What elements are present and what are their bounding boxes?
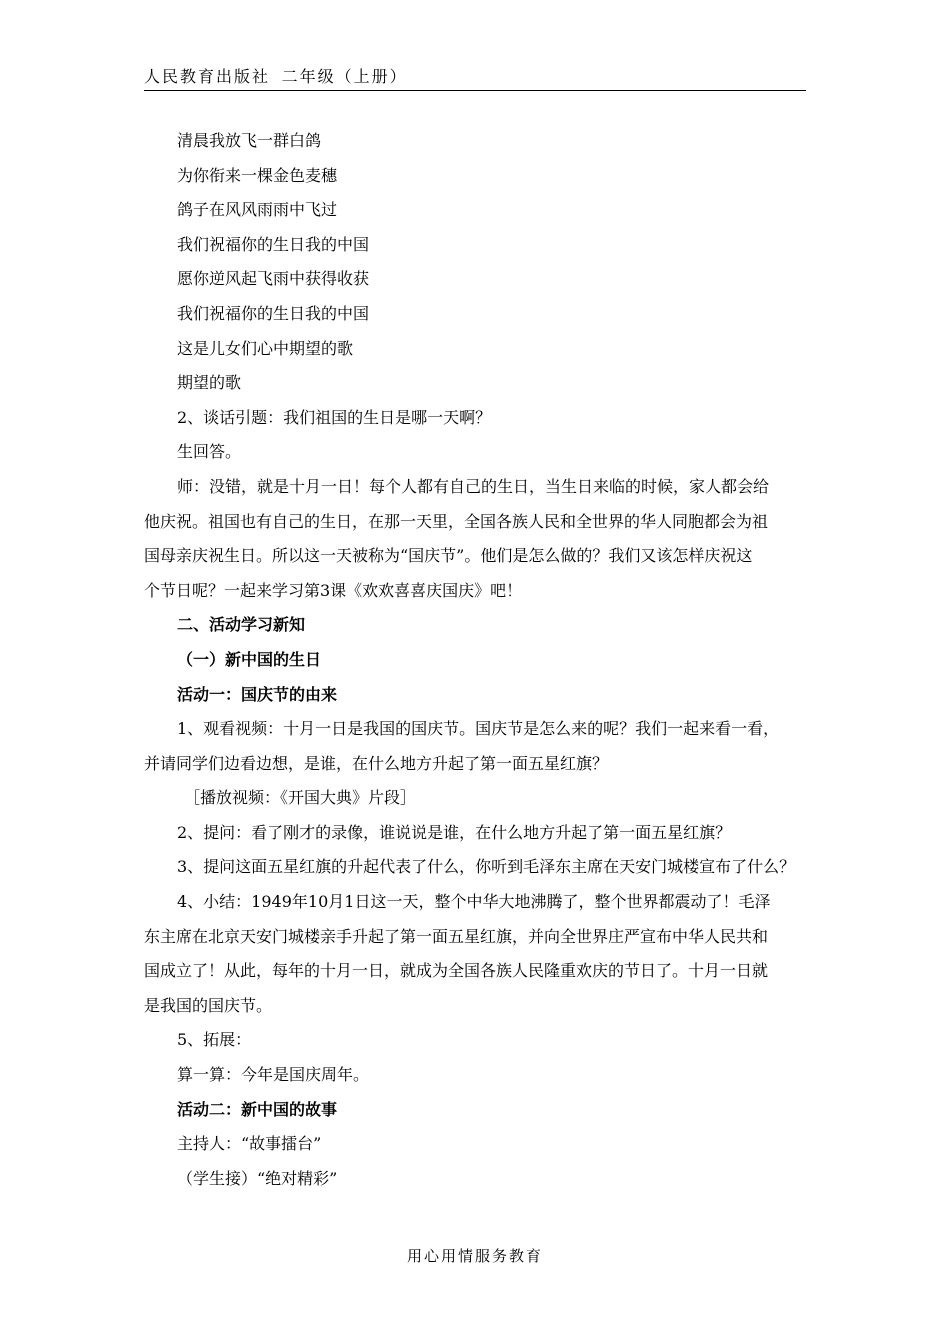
dialogue-line: 主持人：“故事擂台” xyxy=(177,1134,322,1154)
song-line: 鸽子在风风雨雨中飞过 xyxy=(177,200,338,220)
step-line: 5、拓展： xyxy=(177,1030,252,1050)
section-heading: 二、活动学习新知 xyxy=(177,615,306,635)
step-line: 并请同学们边看边想，是谁，在什么地方升起了第一面五星红旗？ xyxy=(144,753,609,773)
teacher-paragraph-line: 国母亲庆祝生日。所以这一天被称为“国庆节”。他们是怎么做的？我们又该怎样庆祝这 xyxy=(144,546,753,566)
teacher-paragraph-line: 个节日呢？一起来学习第3课《欢欢喜喜庆国庆》吧！ xyxy=(144,580,523,600)
summary-line: 东主席在北京天安门城楼亲手升起了第一面五星红旗，并向全世界庄严宣布中华人民共和 xyxy=(144,926,769,946)
summary-line: 4、小结：1949年10月1日这一天，整个中华大地沸腾了，整个世界都震动了！毛泽 xyxy=(177,892,771,912)
summary-line: 是我国的国庆节。 xyxy=(144,995,273,1015)
song-line: 这是儿女们心中期望的歌 xyxy=(177,338,354,358)
activity-heading: 活动二：新中国的故事 xyxy=(177,1099,338,1119)
intro-question: 2、谈话引题：我们祖国的生日是哪一天啊？ xyxy=(177,407,492,427)
song-line: 为你衔来一棵金色麦穗 xyxy=(177,165,338,185)
song-line: 我们祝福你的生日我的中国 xyxy=(177,303,370,323)
song-line: 期望的歌 xyxy=(177,373,242,393)
page-header: 人民教育出版社 二年级（上册） xyxy=(144,66,806,91)
summary-line: 国成立了！从此，每年的十月一日，就成为全国各族人民隆重欢庆的节日了。十月一日就 xyxy=(144,961,769,981)
video-note: ［播放视频：《开国大典》片段］ xyxy=(184,788,417,808)
step-line: 1、观看视频：十月一日是我国的国庆节。国庆节是怎么来的呢？我们一起来看一看， xyxy=(177,719,780,739)
teacher-paragraph-line: 他庆祝。祖国也有自己的生日，在那一天里，全国各族人民和全世界的华人同胞都会为祖 xyxy=(144,511,769,531)
calc-line: 算一算：今年是国庆周年。 xyxy=(177,1065,370,1085)
song-line: 我们祝福你的生日我的中国 xyxy=(177,234,370,254)
page-footer: 用心用情服务教育 xyxy=(406,1247,543,1265)
student-answer: 生回答。 xyxy=(177,442,242,462)
teacher-paragraph-line: 师：没错，就是十月一日！每个人都有自己的生日，当生日来临的时候，家人都会给 xyxy=(177,476,770,496)
dialogue-line: （学生接）“绝对精彩” xyxy=(177,1168,338,1188)
song-line: 愿你逆风起飞雨中获得收获 xyxy=(177,269,370,289)
subsection-heading: （一）新中国的生日 xyxy=(177,649,322,669)
step-line: 2、提问：看了刚才的录像，谁说说是谁，在什么地方升起了第一面五星红旗？ xyxy=(177,822,732,842)
page-content xyxy=(144,124,808,1196)
song-line: 清晨我放飞一群白鸽 xyxy=(177,131,322,150)
step-line: 3、提问这面五星红旗的升起代表了什么，你听到毛泽东主席在天安门城楼宣布了什么？ xyxy=(177,857,796,877)
activity-heading: 活动一：国庆节的由来 xyxy=(177,684,338,704)
